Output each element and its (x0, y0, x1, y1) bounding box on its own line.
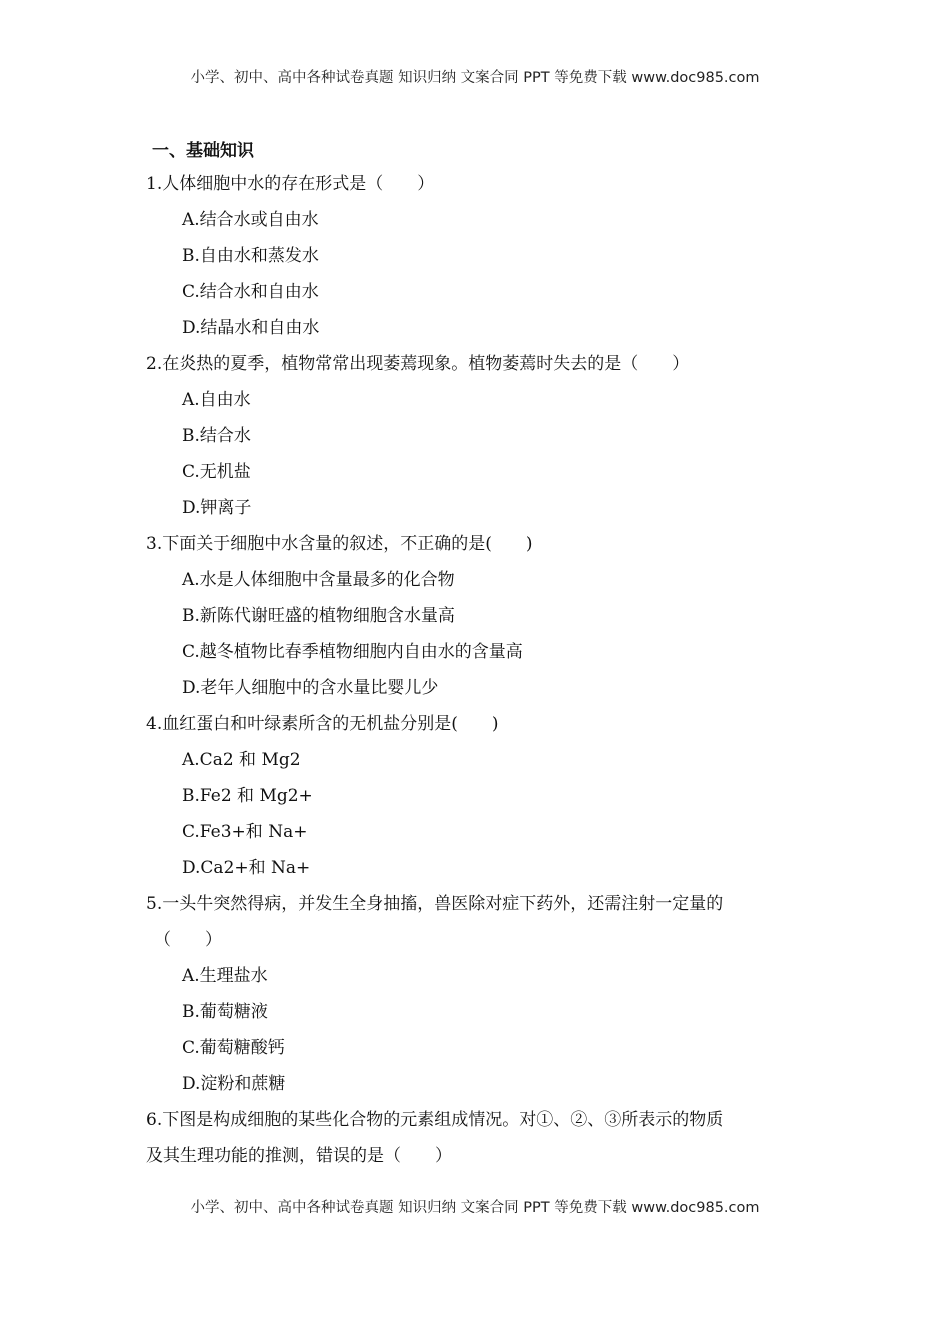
question-stem-continued: 及其生理功能的推测，错误的是（ ） (146, 1146, 452, 1166)
question-stem: 3.下面关于细胞中水含量的叙述，不正确的是( ) (146, 534, 533, 554)
page-header: 小学、初中、高中各种试卷真题 知识归纳 文案合同 PPT 等免费下载 www.doc985.com (190, 70, 760, 86)
option-a: A.水是人体细胞中含量最多的化合物 (182, 570, 455, 590)
option-c: C.Fe3+和 Na+ (182, 822, 308, 842)
option-c: C.结合水和自由水 (182, 282, 319, 302)
question-stem: 2.在炎热的夏季，植物常常出现萎蔫现象。植物萎蔫时失去的是（ ） (146, 354, 690, 374)
page-footer: 小学、初中、高中各种试卷真题 知识归纳 文案合同 PPT 等免费下载 www.doc985.com (190, 1200, 760, 1216)
question-stem-continued: （ ） (154, 930, 222, 950)
question-stem: 5.一头牛突然得病，并发生全身抽搐，兽医除对症下药外，还需注射一定量的 (146, 894, 724, 914)
option-a: A.结合水或自由水 (182, 210, 319, 230)
option-b: B.葡萄糖液 (182, 1002, 268, 1022)
option-b: B.结合水 (182, 426, 251, 446)
option-a: A.自由水 (182, 390, 251, 410)
question-6 (146, 1102, 816, 1174)
option-b: B.自由水和蒸发水 (182, 246, 319, 266)
option-a: A.生理盐水 (182, 966, 268, 986)
question-1 (146, 166, 816, 346)
option-d: D.Ca2+和 Na+ (182, 858, 311, 878)
option-b: B.Fe2 和 Mg2+ (182, 786, 313, 806)
question-stem: 4.血红蛋白和叶绿素所含的无机盐分别是( ) (146, 714, 499, 734)
question-stem: 1.人体细胞中水的存在形式是（ ） (146, 174, 435, 194)
option-b: B.新陈代谢旺盛的植物细胞含水量高 (182, 606, 455, 626)
exam-content (146, 136, 816, 1174)
question-5 (146, 886, 816, 1102)
question-stem: 6.下图是构成细胞的某些化合物的元素组成情况。对①、②、③所表示的物质 (146, 1110, 724, 1130)
option-d: D.结晶水和自由水 (182, 318, 320, 338)
question-2 (146, 346, 816, 526)
question-3 (146, 526, 816, 706)
option-d: D.淀粉和蔗糖 (182, 1074, 286, 1094)
option-d: D.老年人细胞中的含水量比婴儿少 (182, 678, 439, 698)
option-c: C.葡萄糖酸钙 (182, 1038, 285, 1058)
question-4 (146, 706, 816, 886)
option-d: D.钾离子 (182, 498, 252, 518)
section-title: 一、基础知识 (152, 141, 254, 161)
option-c: C.越冬植物比春季植物细胞内自由水的含量高 (182, 642, 523, 662)
option-a: A.Ca2 和 Mg2 (182, 750, 301, 770)
option-c: C.无机盐 (182, 462, 251, 482)
